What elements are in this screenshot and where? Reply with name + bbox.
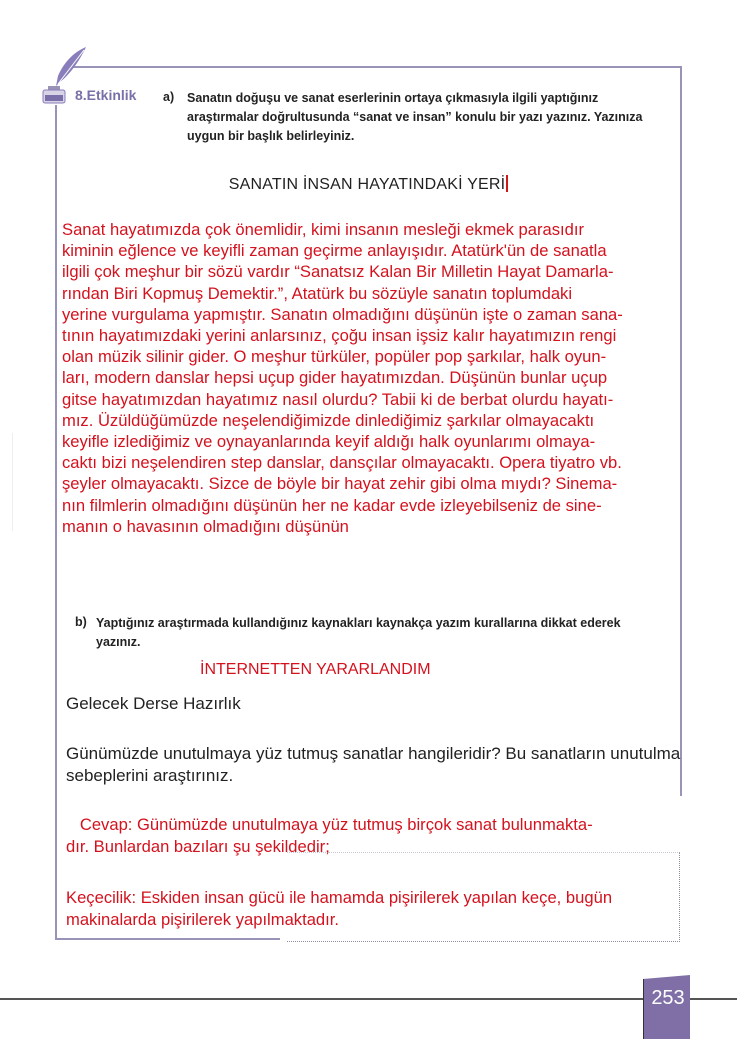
activity-label: 8.Etkinlik <box>75 87 137 103</box>
essay-line: mız. Üzüldüğümüzde neşelendiğimizde dinlediğimiz şarkılar olmayacaktı <box>62 410 595 430</box>
page-number: 253 <box>651 987 685 1009</box>
example-line: Keçecilik: Eskiden insan gücü ile hamamda pişirilerek yapılan keçe, bugün <box>66 888 613 907</box>
text-cursor <box>506 175 508 192</box>
essay-body[interactable] <box>62 219 690 537</box>
essay-title <box>0 175 737 194</box>
question-a-letter: a) <box>163 90 175 104</box>
essay-line: tının hayatımızdaki yerini anlarsınız, çoğu insan işsiz kalır hayatımızın rengi <box>62 326 617 346</box>
preparation-question: Günümüzde unutulmaya yüz tutmuş sanatlar hangileridir? Bu sanatların unutulma sebeplerini araştırınız. <box>66 744 681 785</box>
essay-line: manın o havasının olmadığını düşünün <box>62 516 349 536</box>
page-edge-mark <box>0 433 13 531</box>
question-a-text: Sanatın doğuşu ve sanat eserlerinin ortaya çıkmasıyla ilgili yaptığınız araştırmalar doğrultusunda “sanat ve insan” konulu bir yazı yazınız. Yazınıza uygun bir başlık belirleyiniz. <box>187 91 643 143</box>
essay-line: kiminin eğlence ve keyifli zaman geçirme anlayışıdır. Atatürk'ün de sanatla <box>62 241 607 261</box>
inkpot-icon <box>42 86 66 104</box>
essay-line: ilgili çok meşhur bir sözü vardır “Sanatsız Kalan Bir Milletin Hayat Damarla- <box>62 262 614 282</box>
essay-line: nın filmlerin olmadığını düşünün her ne kadar evde izleyebilseniz de sine- <box>62 495 602 515</box>
footer-rule <box>0 998 737 1000</box>
preparation-example[interactable] <box>66 887 686 931</box>
frame-bottom-border <box>55 938 280 940</box>
essay-line: gitse hayatımızdan hayatımız nasıl olurdu? Tabii ki de berbat olurdu hayatı- <box>62 389 614 409</box>
example-line: makinalarda pişirilerek yapılmaktadır. <box>66 910 339 929</box>
preparation-answer[interactable] <box>66 814 686 858</box>
essay-line: yerine vurgulama yapmıştır. Sanatın olmadığını düşünün işte o zaman sana- <box>62 304 623 324</box>
essay-line: şeyler olmayacaktı. Sizce de böyle bir hayat zehir gibi olma mıydı? Sinema- <box>62 474 618 494</box>
essay-line: keyifle izlediğimiz ve oynayanlarında keyif aldığı halk oyunlarımı olmaya- <box>62 432 596 452</box>
sources-answer[interactable]: İNTERNETTEN YARARLANDIM <box>200 661 431 678</box>
answer-line: dır. Bunlardan bazıları şu şekildedir; <box>66 837 330 856</box>
answer-line: Cevap: Günümüzde unutulmaya yüz tutmuş birçok sanat bulunmakta- <box>66 815 593 834</box>
question-b-letter: b) <box>75 615 87 629</box>
essay-title-text: SANATIN İNSAN HAYATINDAKİ YERİ <box>228 176 506 193</box>
question-b-text: Yaptığınız araştırmada kullandığınız kaynakları kaynakça yazım kurallarına dikkat ederek yazınız. <box>96 616 621 649</box>
essay-line: Sanat hayatımızda çok önemlidir, kimi insanın mesleği ekmek parasıdır <box>62 220 585 239</box>
preparation-title: Gelecek Derse Hazırlık <box>66 694 241 713</box>
essay-line: olan müzik silinir gider. O meşhur türküler, popüler pop şarkılar, halk oyun- <box>62 347 607 367</box>
essay-line: rından Biri Kopmuş Demektir.”, Atatürk bu sözüyle sanatın toplumdaki <box>62 283 573 303</box>
frame-left-border <box>55 105 57 940</box>
frame-top-border <box>70 66 682 68</box>
essay-line: caktı bizi neşelendiren step danslar, dansçılar olmayacaktı. Opera tiyatro vb. <box>62 453 622 473</box>
essay-line: ları, modern danslar hepsi uçup gider hayatımızdan. Düşünün bunlar uçup <box>62 368 608 388</box>
